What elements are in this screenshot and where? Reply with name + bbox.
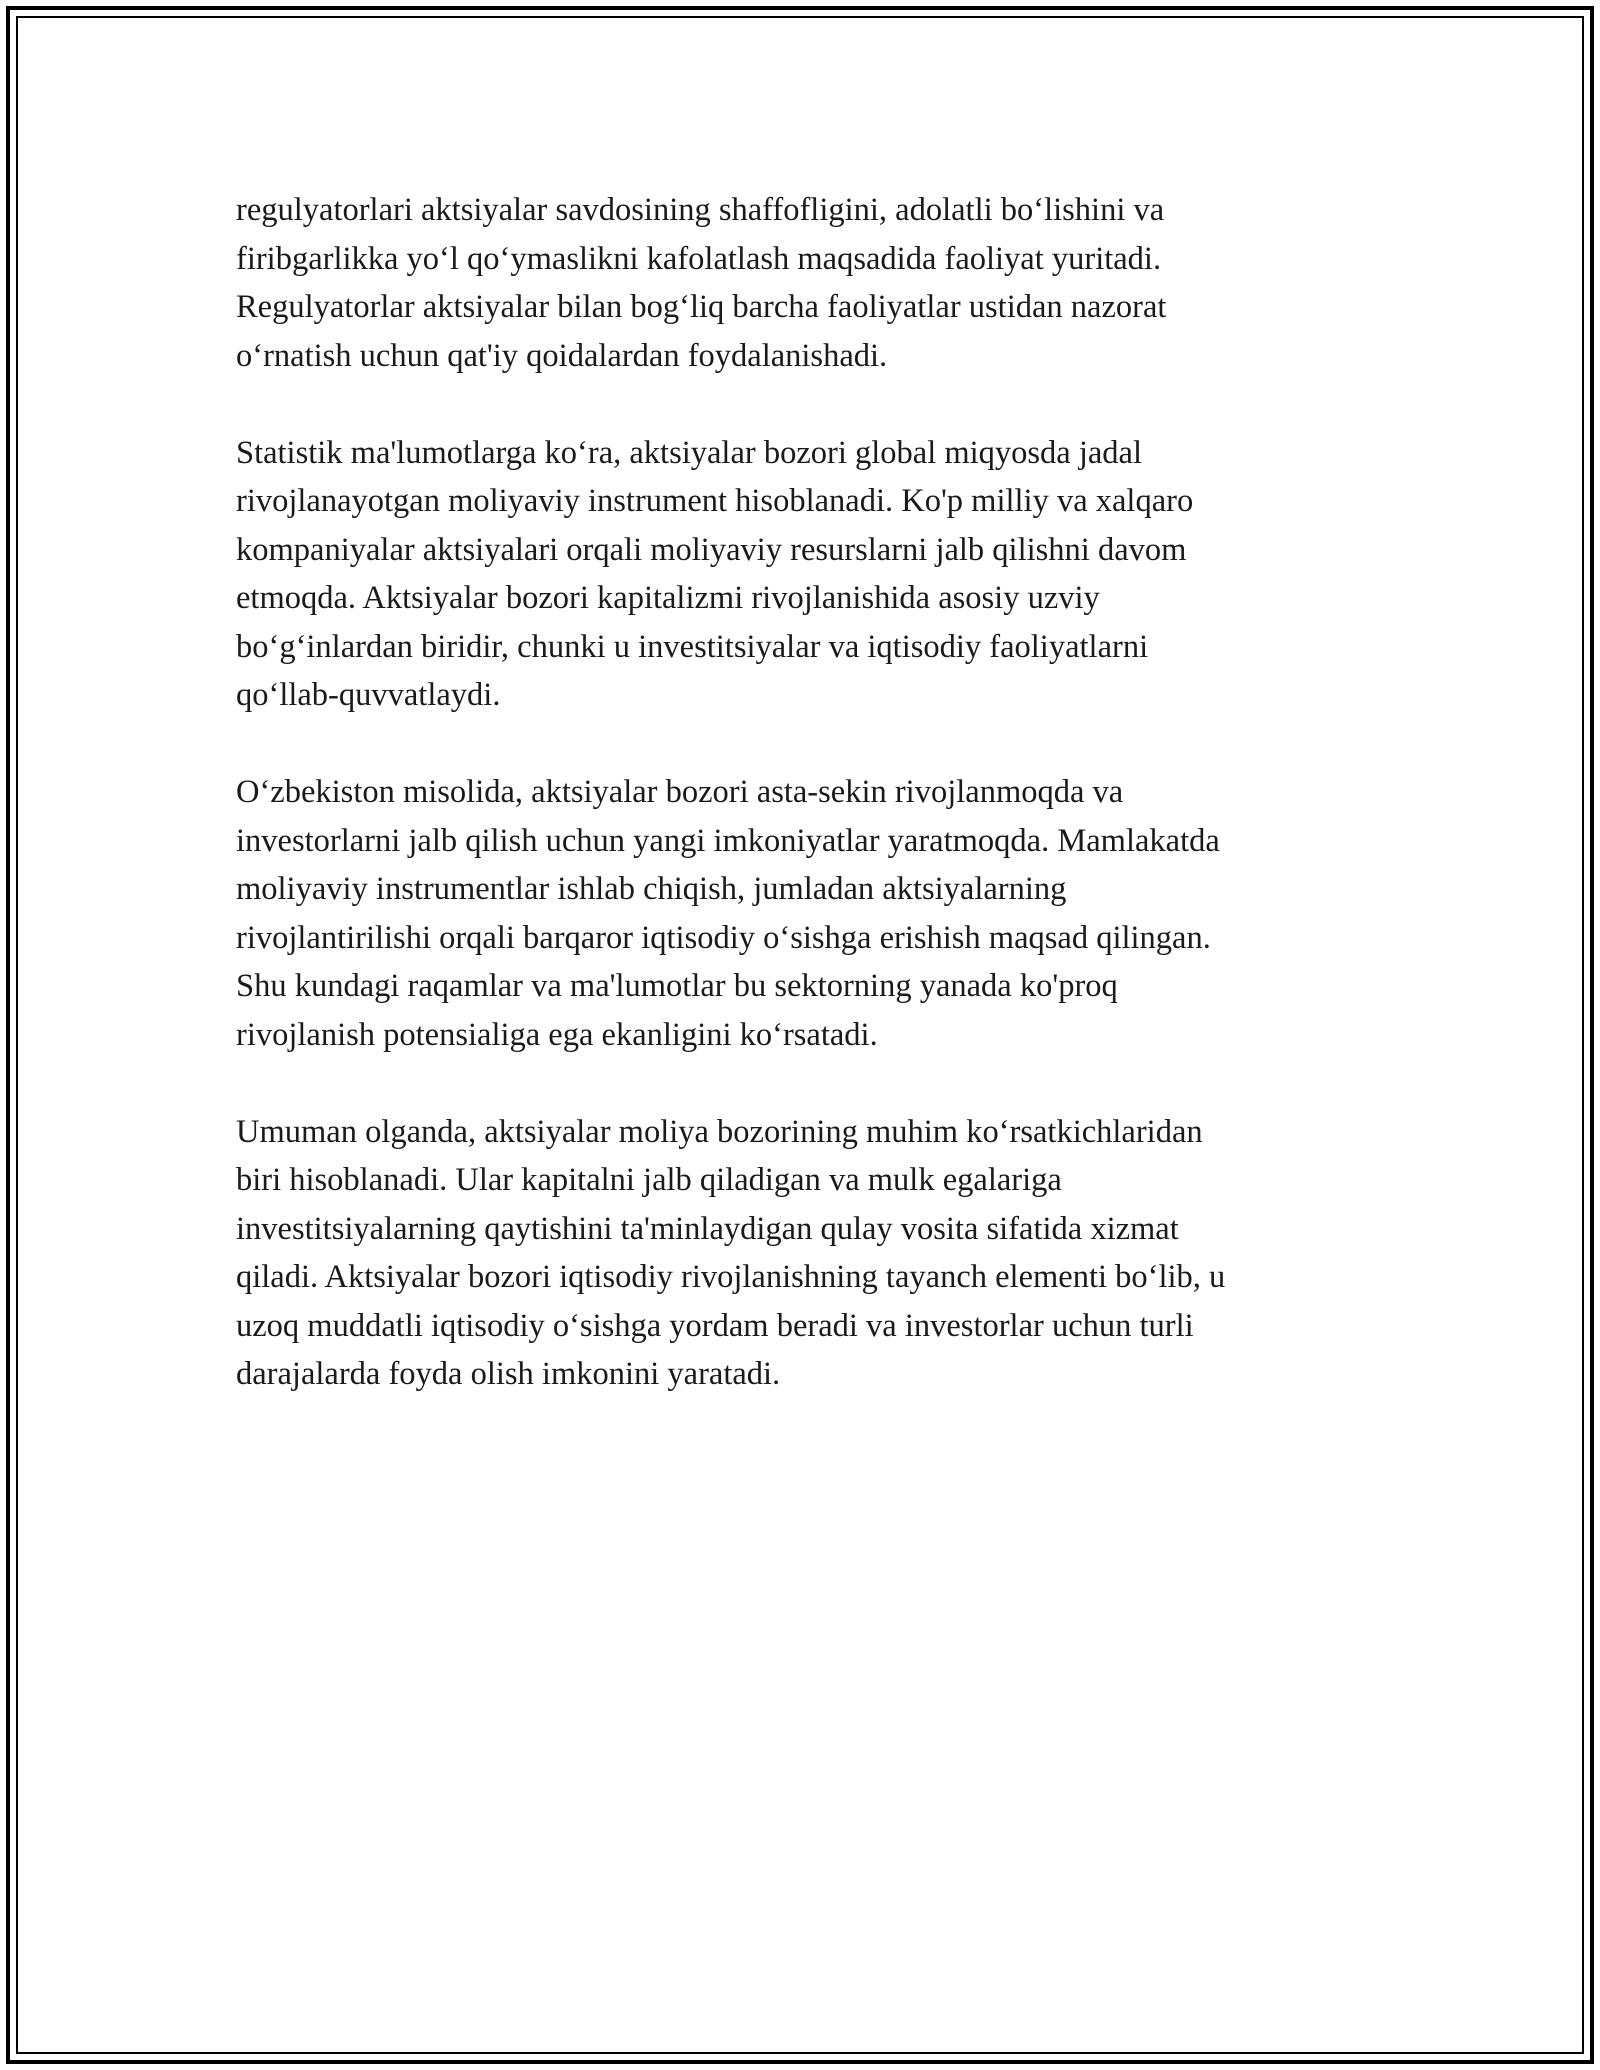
paragraph-2 bbox=[236, 429, 1386, 720]
text-line: Shu kundagi raqamlar va ma'lumotlar bu sektorning yanada ko'proq bbox=[236, 968, 1118, 1004]
text-line: rivojlantirilishi orqali barqaror iqtisodiy o‘sishga erishish maqsad qilingan. bbox=[236, 919, 1211, 956]
text-line: o‘rnatish uchun qat'iy qoidalardan foydalanishadi. bbox=[236, 337, 888, 374]
text-line: etmoqda. Aktsiyalar bozori kapitalizmi rivojlanishida asosiy uzviy bbox=[236, 580, 1100, 616]
text-line: bo‘g‘inlardan biridir, chunki u investitsiyalar va iqtisodiy faoliyatlarni bbox=[236, 628, 1149, 665]
text-line: biri hisoblanadi. Ular kapitalni jalb qiladigan va mulk egalariga bbox=[236, 1162, 1062, 1198]
document-body bbox=[236, 186, 1386, 1447]
text-line: rivojlanish potensialiga ega ekanligini ko‘rsatadi. bbox=[236, 1016, 878, 1053]
paragraph-3 bbox=[236, 768, 1386, 1059]
text-line: kompaniyalar aktsiyalari orqali moliyaviy resurslarni jalb qilishni davom bbox=[236, 531, 1187, 568]
text-line: regulyatorlari aktsiyalar savdosining shaffofligini, adolatli bo‘lishini va bbox=[236, 192, 1165, 228]
paragraph-4 bbox=[236, 1108, 1386, 1399]
text-line: Statistik ma'lumotlarga ko‘ra, aktsiyalar bozori global miqyosda jadal bbox=[236, 434, 1143, 471]
paragraph-1 bbox=[236, 186, 1386, 380]
text-line: darajalarda foyda olish imkonini yaratadi. bbox=[236, 1356, 781, 1392]
text-line: firibgarlikka yo‘l qo‘ymaslikni kafolatlash maqsadida faoliyat yuritadi. bbox=[236, 240, 1162, 277]
text-line: moliyaviy instrumentlar ishlab chiqish, jumladan aktsiyalarning bbox=[236, 871, 1067, 907]
text-line: qo‘llab-quvvatlaydi. bbox=[236, 677, 501, 713]
text-line: O‘zbekiston misolida, aktsiyalar bozori asta-sekin rivojlanmoqda va bbox=[236, 774, 1124, 810]
text-line: Umuman olganda, aktsiyalar moliya bozorining muhim ko‘rsatkichlaridan bbox=[236, 1113, 1203, 1150]
text-line: qiladi. Aktsiyalar bozori iqtisodiy rivojlanishning tayanch elementi bo‘lib, u bbox=[236, 1259, 1226, 1295]
text-line: investorlarni jalb qilish uchun yangi imkoniyatlar yaratmoqda. Mamlakatda bbox=[236, 822, 1220, 859]
text-line: uzoq muddatli iqtisodiy o‘sishga yordam beradi va investorlar uchun turli bbox=[236, 1307, 1194, 1344]
text-line: investitsiyalarning qaytishini ta'minlaydigan qulay vosita sifatida xizmat bbox=[236, 1210, 1179, 1247]
text-line: rivojlanayotgan moliyaviy instrument hisoblanadi. Ko'p milliy va xalqaro bbox=[236, 483, 1194, 519]
text-line: Regulyatorlar aktsiyalar bilan bog‘liq barcha faoliyatlar ustidan nazorat bbox=[236, 289, 1167, 325]
